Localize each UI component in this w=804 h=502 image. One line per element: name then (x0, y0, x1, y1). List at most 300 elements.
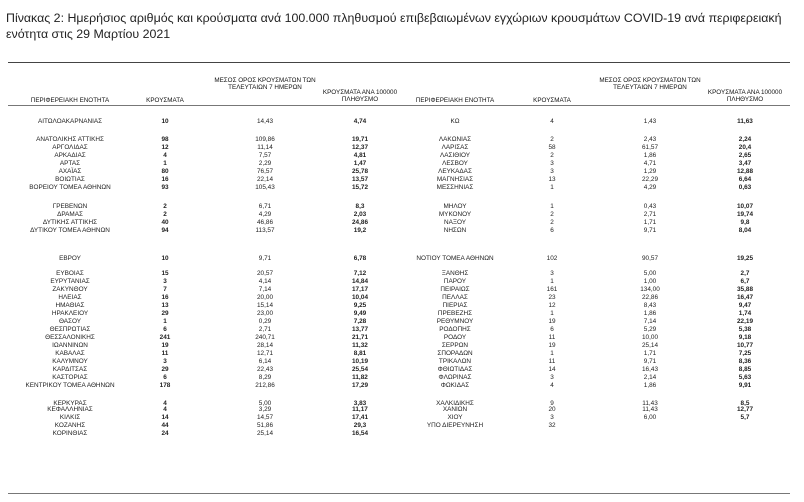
cell-per: 6,7 (740, 278, 750, 285)
cell-per: 8,85 (738, 366, 752, 373)
cell-cases: 2 (163, 203, 167, 210)
cell-region: ΗΡΑΚΛΕΙΟΥ (51, 310, 89, 317)
cell-region: ΒΟΡΕΙΟΥ ΤΟΜΕΑ ΑΘΗΝΩΝ (29, 184, 111, 191)
table-row (0, 382, 804, 390)
cell-avg: 1,86 (643, 382, 657, 389)
cell-region: ΘΕΣΠΡΩΤΙΑΣ (49, 326, 91, 333)
cell-cases: 2 (550, 211, 554, 218)
cell-region: ΑΧΑΪΑΣ (58, 168, 82, 175)
cell-per: 17,29 (352, 382, 368, 389)
table-row (0, 406, 804, 414)
table-row (0, 270, 804, 278)
cell-region: ΛΑΚΩΝΙΑΣ (438, 136, 472, 143)
cell-avg: 7,14 (258, 286, 272, 293)
cell-cases: 6 (163, 374, 167, 381)
table-row (0, 310, 804, 318)
cell-avg: 240,71 (255, 334, 275, 341)
cell-avg: 9,71 (643, 227, 657, 234)
cell-per: 21,71 (352, 334, 368, 341)
cell-cases: 14 (548, 366, 556, 373)
cell-per: 10,19 (352, 358, 368, 365)
cell-avg: 22,86 (642, 294, 658, 301)
cell-region: ΖΑΚΥΝΘΟΥ (52, 286, 88, 293)
cell-avg: 2,14 (643, 374, 657, 381)
cell-avg: 11,43 (642, 400, 658, 407)
cell-per: 9,49 (353, 310, 367, 317)
cell-region: ΧΑΛΚΙΔΙΚΗΣ (436, 400, 474, 407)
cell-cases: 3 (550, 414, 554, 421)
cell-region: ΕΥΒΟΙΑΣ (56, 270, 84, 277)
cell-per: 5,7 (740, 414, 750, 421)
cell-avg: 113,57 (255, 227, 275, 234)
cell-region: ΤΡΙΚΑΛΩΝ (438, 358, 472, 365)
cell-cases: 11 (548, 334, 556, 341)
cell-avg: 7,14 (643, 318, 657, 325)
cell-avg: 134,00 (640, 286, 660, 293)
cell-per: 5,63 (738, 374, 752, 381)
cell-avg: 22,29 (642, 176, 658, 183)
cell-cases: 6 (163, 326, 167, 333)
cell-region: ΞΑΝΘΗΣ (441, 270, 469, 277)
header-cases-right: ΚΡΟΥΣΜΑΤΑ (533, 97, 571, 104)
cell-per: 19,2 (353, 227, 367, 234)
cell-avg: 1,00 (643, 278, 657, 285)
table-row (0, 184, 804, 192)
cell-cases: 3 (163, 358, 167, 365)
cell-region: ΥΠΟ ΔΙΕΡΕΥΝΗΣΗ (426, 422, 484, 429)
cell-region: ΚΑΡΔΙΤΣΑΣ (52, 366, 88, 373)
cell-cases: 98 (161, 136, 169, 143)
table-row (0, 255, 804, 263)
table-row (0, 350, 804, 358)
table-bottom-rule (8, 493, 790, 494)
cell-cases: 161 (546, 286, 558, 293)
table-row (0, 302, 804, 310)
cell-region: ΗΜΑΘΙΑΣ (55, 302, 85, 309)
cell-cases: 13 (548, 176, 556, 183)
cell-cases: 1 (163, 318, 167, 325)
cell-per: 9,25 (353, 302, 367, 309)
cell-cases: 4 (163, 400, 167, 407)
cell-per: 22,19 (737, 318, 753, 325)
cell-avg: 10,00 (642, 334, 658, 341)
cell-per: 1,47 (353, 160, 367, 167)
cell-region: ΚΕΝΤΡΙΚΟΥ ΤΟΜΕΑ ΑΘΗΝΩΝ (25, 382, 115, 389)
table-row (0, 294, 804, 302)
cell-avg: 8,43 (643, 302, 657, 309)
cell-cases: 4 (163, 152, 167, 159)
cell-cases: 4 (163, 406, 167, 413)
cell-per: 8,04 (738, 227, 752, 234)
cell-region: ΔΡΑΜΑΣ (57, 211, 83, 218)
cell-region: ΘΑΣΟΥ (58, 318, 82, 325)
cell-avg: 1,43 (643, 118, 657, 125)
cell-region: ΑΙΤΩΛΟΑΚΑΡΝΑΝΙΑΣ (37, 118, 103, 125)
table-row (0, 168, 804, 176)
table-row (0, 422, 804, 430)
cell-per: 15,72 (352, 184, 368, 191)
cell-cases: 80 (161, 168, 169, 175)
cell-region: ΓΡΕΒΕΝΩΝ (52, 203, 88, 210)
cell-cases: 102 (546, 255, 558, 262)
table-title: Πίνακας 2: Ημερήσιος αριθμός και κρούσματα ανά 100.000 πληθυσμού επιβεβαιωμένων εγχώριων κρουσμάτων COVID-19 ανά περιφερειακή ενότητα στις 29 Μαρτίου 2021 (6, 11, 782, 41)
cell-avg: 25,14 (257, 430, 273, 437)
cell-avg: 11,14 (257, 144, 273, 151)
cell-region: ΦΘΙΩΤΙΔΑΣ (437, 366, 473, 373)
cell-avg: 20,00 (257, 294, 273, 301)
cell-per: 2,03 (353, 211, 367, 218)
cell-avg: 5,29 (643, 326, 657, 333)
cell-region: ΛΕΣΒΟΥ (442, 160, 468, 167)
cell-cases: 241 (159, 334, 171, 341)
cell-region: ΚΕΡΚΥΡΑΣ (53, 400, 87, 407)
cell-per: 4,81 (353, 152, 367, 159)
cell-per: 12,37 (352, 144, 368, 151)
table-row (0, 286, 804, 294)
table-row (0, 334, 804, 342)
cell-per: 8,36 (738, 358, 752, 365)
cell-cases: 9 (550, 400, 554, 407)
cell-region: ΚΑΒΑΛΑΣ (55, 350, 85, 357)
cell-region: ΒΟΙΩΤΙΑΣ (55, 176, 85, 183)
cell-cases: 1 (550, 184, 554, 191)
cell-region: ΦΩΚΙΔΑΣ (440, 382, 470, 389)
cell-region: ΘΕΣΣΑΛΟΝΙΚΗΣ (45, 334, 95, 341)
cell-region: ΦΛΩΡΙΝΑΣ (438, 374, 472, 381)
cell-region: ΠΡΕΒΕΖΗΣ (437, 310, 473, 317)
cell-per: 12,88 (737, 168, 753, 175)
cell-region: ΡΟΔΟΥ (443, 334, 467, 341)
table-row (0, 430, 804, 438)
cell-region: ΙΩΑΝΝΙΝΩΝ (52, 342, 88, 349)
cell-per: 13,77 (352, 326, 368, 333)
cell-avg: 8,29 (258, 374, 272, 381)
cell-per: 10,07 (737, 203, 753, 210)
cell-per: 6,78 (353, 255, 367, 262)
cell-avg: 9,71 (643, 358, 657, 365)
cell-cases: 93 (161, 184, 169, 191)
cell-region: ΑΝΑΤΟΛΙΚΗΣ ΑΤΤΙΚΗΣ (36, 136, 104, 143)
cell-region: ΝΟΤΙΟΥ ΤΟΜΕΑ ΑΘΗΝΩΝ (416, 255, 494, 262)
cell-cases: 40 (161, 219, 169, 226)
cell-per: 16,54 (352, 430, 368, 437)
cell-per: 19,71 (352, 136, 368, 143)
cell-avg: 76,57 (257, 168, 273, 175)
header-avg7-right: ΜΕΣΟΣ ΟΡΟΣ ΚΡΟΥΣΜΑΤΩΝ ΤΩΝ ΤΕΛΕΥΤΑΙΩΝ 7 ΗΜΕΡΩΝ (599, 77, 701, 92)
table-row (0, 176, 804, 184)
table-row (0, 227, 804, 235)
cell-avg: 1,29 (643, 168, 657, 175)
cell-cases: 23 (548, 294, 556, 301)
cell-avg: 14,57 (257, 414, 273, 421)
cell-avg: 15,14 (257, 302, 273, 309)
cell-region: ΔΥΤΙΚΟΥ ΤΟΜΕΑ ΑΘΗΝΩΝ (30, 227, 110, 234)
cell-avg: 0,43 (643, 203, 657, 210)
cell-cases: 32 (548, 422, 556, 429)
cell-cases: 1 (550, 310, 554, 317)
cell-avg: 4,29 (643, 184, 657, 191)
cell-per: 25,54 (352, 366, 368, 373)
cell-cases: 16 (161, 294, 169, 301)
cell-per: 16,47 (737, 294, 753, 301)
cell-cases: 1 (550, 203, 554, 210)
cell-per: 10,77 (737, 342, 753, 349)
cell-per: 20,4 (738, 144, 752, 151)
cell-avg: 4,29 (258, 211, 272, 218)
cell-cases: 4 (550, 382, 554, 389)
cell-per: 12,77 (737, 406, 753, 413)
table-row (0, 136, 804, 144)
cell-per: 9,47 (738, 302, 752, 309)
cell-per: 10,04 (352, 294, 368, 301)
table-row (0, 414, 804, 422)
header-per100k-right: ΚΡΟΥΣΜΑΤΑ ΑΝΑ 100000 ΠΛΗΘΥΣΜΟ (707, 89, 783, 104)
cell-per: 7,12 (353, 270, 367, 277)
cell-avg: 22,14 (257, 176, 273, 183)
cell-region: ΜΗΛΟΥ (443, 203, 467, 210)
cell-cases: 14 (161, 414, 169, 421)
cell-per: 1,74 (738, 310, 752, 317)
cell-region: ΛΕΥΚΑΔΑΣ (438, 168, 472, 175)
header-per100k-left: ΚΡΟΥΣΜΑΤΑ ΑΝΑ 100000 ΠΛΗΘΥΣΜΟ (322, 89, 398, 104)
table-row (0, 318, 804, 326)
cell-region: ΕΒΡΟΥ (59, 255, 81, 262)
cell-region: ΝΗΣΩΝ (443, 227, 467, 234)
cell-region: ΜΥΚΟΝΟΥ (438, 211, 472, 218)
header-avg7-left: ΜΕΣΟΣ ΟΡΟΣ ΚΡΟΥΣΜΑΤΩΝ ΤΩΝ ΤΕΛΕΥΤΑΙΩΝ 7 ΗΜΕΡΩΝ (214, 77, 316, 92)
cell-cases: 1 (163, 160, 167, 167)
cell-avg: 2,71 (258, 326, 272, 333)
cell-per: 14,84 (352, 278, 368, 285)
cell-region: ΚΑΛΥΜΝΟΥ (52, 358, 88, 365)
cell-per: 3,83 (353, 400, 367, 407)
cell-per: 24,86 (352, 219, 368, 226)
table-row (0, 342, 804, 350)
cell-avg: 4,14 (258, 278, 272, 285)
cell-avg: 1,86 (643, 310, 657, 317)
cell-cases: 19 (548, 342, 556, 349)
table-row (0, 211, 804, 219)
cell-per: 11,17 (352, 406, 368, 413)
cell-cases: 19 (161, 342, 169, 349)
table-row (0, 203, 804, 211)
cell-region: ΚΩ (450, 118, 460, 125)
cell-region: ΧΑΝΙΩΝ (442, 406, 468, 413)
cell-region: ΔΥΤΙΚΗΣ ΑΤΤΙΚΗΣ (42, 219, 98, 226)
cell-per: 0,63 (738, 184, 752, 191)
cell-region: ΑΡΚΑΔΙΑΣ (54, 152, 86, 159)
cell-per: 4,74 (353, 118, 367, 125)
cell-cases: 6 (550, 326, 554, 333)
table-row (0, 219, 804, 227)
cell-cases: 2 (550, 136, 554, 143)
table-row (0, 144, 804, 152)
cell-cases: 4 (550, 118, 554, 125)
cell-region: ΜΕΣΣΗΝΙΑΣ (436, 184, 474, 191)
table-row (0, 118, 804, 126)
cell-per: 17,17 (352, 286, 368, 293)
cell-region: ΛΑΣΙΘΙΟΥ (439, 152, 471, 159)
cell-avg: 28,14 (257, 342, 273, 349)
cell-per: 11,82 (352, 374, 368, 381)
cell-avg: 90,57 (642, 255, 658, 262)
cell-per: 8,5 (740, 400, 750, 407)
cell-cases: 13 (161, 302, 169, 309)
cell-per: 5,38 (738, 326, 752, 333)
cell-per: 35,88 (737, 286, 753, 293)
cell-per: 6,64 (738, 176, 752, 183)
cell-cases: 11 (548, 358, 556, 365)
cell-cases: 58 (548, 144, 556, 151)
cell-region: ΑΡΓΟΛΙΔΑΣ (52, 144, 88, 151)
cell-region: ΗΛΕΙΑΣ (58, 294, 82, 301)
cell-cases: 178 (159, 382, 171, 389)
cell-avg: 20,57 (257, 270, 273, 277)
cell-cases: 3 (550, 168, 554, 175)
cell-region: ΧΙΟΥ (447, 414, 463, 421)
cell-cases: 3 (163, 278, 167, 285)
cell-per: 8,81 (353, 350, 367, 357)
cell-per: 11,63 (737, 118, 753, 125)
cell-avg: 16,43 (642, 366, 658, 373)
cell-region: ΠΕΙΡΑΙΩΣ (440, 286, 470, 293)
table-row (0, 358, 804, 366)
cell-avg: 14,43 (257, 118, 273, 125)
cell-avg: 4,71 (643, 160, 657, 167)
cell-avg: 6,71 (258, 203, 272, 210)
cell-cases: 29 (161, 310, 169, 317)
cell-region: ΚΙΛΚΙΣ (59, 414, 81, 421)
cell-region: ΚΟΖΑΝΗΣ (54, 422, 86, 429)
cell-avg: 9,71 (258, 255, 272, 262)
cell-cases: 10 (161, 118, 169, 125)
cell-avg: 5,00 (643, 270, 657, 277)
cell-cases: 16 (161, 176, 169, 183)
cell-per: 2,7 (740, 270, 750, 277)
cell-per: 2,24 (738, 136, 752, 143)
cell-region: ΜΑΓΝΗΣΙΑΣ (436, 176, 474, 183)
cell-avg: 12,71 (257, 350, 273, 357)
cell-avg: 22,43 (257, 366, 273, 373)
cell-region: ΕΥΡΥΤΑΝΙΑΣ (50, 278, 90, 285)
cell-avg: 11,43 (642, 406, 658, 413)
table-row (0, 160, 804, 168)
cell-per: 9,18 (738, 334, 752, 341)
cell-avg: 2,71 (643, 211, 657, 218)
cell-per: 9,8 (740, 219, 750, 226)
cell-per: 19,74 (737, 211, 753, 218)
cell-cases: 2 (163, 211, 167, 218)
cell-cases: 15 (161, 270, 169, 277)
cell-cases: 1 (550, 350, 554, 357)
cell-region: ΛΑΡΙΣΑΣ (441, 144, 469, 151)
cell-cases: 94 (161, 227, 169, 234)
cell-cases: 6 (550, 227, 554, 234)
cell-cases: 11 (161, 350, 169, 357)
cell-region: ΠΕΛΛΑΣ (442, 294, 468, 301)
cell-avg: 23,00 (257, 310, 273, 317)
cell-cases: 3 (550, 160, 554, 167)
header-top-rule (8, 62, 790, 63)
cell-avg: 6,14 (258, 358, 272, 365)
cell-avg: 25,14 (642, 342, 658, 349)
cell-cases: 12 (548, 302, 556, 309)
table-row (0, 278, 804, 286)
cell-cases: 3 (550, 374, 554, 381)
cell-avg: 0,29 (258, 318, 272, 325)
cell-per: 7,28 (353, 318, 367, 325)
cell-per: 7,25 (738, 350, 752, 357)
cell-avg: 46,86 (257, 219, 273, 226)
cell-region: ΣΠΟΡΑΔΩΝ (437, 350, 473, 357)
cell-avg: 1,71 (643, 219, 657, 226)
cell-avg: 105,43 (255, 184, 275, 191)
cell-region: ΝΑΞΟΥ (443, 219, 467, 226)
cell-region: ΑΡΤΑΣ (59, 160, 81, 167)
cell-region: ΚΕΦΑΛΛΗΝΙΑΣ (47, 406, 93, 413)
header-bottom-rule (8, 105, 790, 106)
cell-per: 17,41 (352, 414, 368, 421)
cell-region: ΡΟΔΟΠΗΣ (439, 326, 471, 333)
cell-per: 9,91 (738, 382, 752, 389)
cell-region: ΠΙΕΡΙΑΣ (442, 302, 468, 309)
cell-per: 11,32 (352, 342, 368, 349)
cell-per: 13,57 (352, 176, 368, 183)
cell-per: 25,78 (352, 168, 368, 175)
cell-avg: 51,86 (257, 422, 273, 429)
cell-avg: 212,86 (255, 382, 275, 389)
cell-cases: 2 (550, 152, 554, 159)
table-row (0, 326, 804, 334)
cell-per: 8,3 (355, 203, 365, 210)
cell-region: ΣΕΡΡΩΝ (441, 342, 469, 349)
header-region-left: ΠΕΡΙΦΕΡΕΙΑΚΗ ΕΝΟΤΗΤΑ (30, 97, 110, 104)
cell-cases: 29 (161, 366, 169, 373)
cell-avg: 1,86 (643, 152, 657, 159)
cell-avg: 61,57 (642, 144, 658, 151)
cell-avg: 1,71 (643, 350, 657, 357)
cell-cases: 2 (550, 219, 554, 226)
cell-avg: 109,86 (255, 136, 275, 143)
table-row (0, 374, 804, 382)
cell-region: ΚΟΡΙΝΘΙΑΣ (52, 430, 88, 437)
cell-cases: 7 (163, 286, 167, 293)
cell-avg: 5,00 (258, 400, 272, 407)
cell-cases: 24 (161, 430, 169, 437)
cell-cases: 44 (161, 422, 169, 429)
cell-cases: 12 (161, 144, 169, 151)
cell-cases: 1 (550, 278, 554, 285)
cell-per: 2,65 (738, 152, 752, 159)
cell-avg: 2,43 (643, 136, 657, 143)
cell-cases: 19 (548, 318, 556, 325)
cell-cases: 10 (161, 255, 169, 262)
cell-avg: 2,29 (258, 160, 272, 167)
table-row (0, 152, 804, 160)
header-region-right: ΠΕΡΙΦΕΡΕΙΑΚΗ ΕΝΟΤΗΤΑ (415, 97, 495, 104)
cell-per: 29,3 (353, 422, 367, 429)
cell-per: 3,47 (738, 160, 752, 167)
header-cases-left: ΚΡΟΥΣΜΑΤΑ (146, 97, 184, 104)
table-row (0, 366, 804, 374)
cell-avg: 7,57 (258, 152, 272, 159)
cell-region: ΚΑΣΤΟΡΙΑΣ (52, 374, 88, 381)
cell-avg: 3,29 (258, 406, 272, 413)
cell-region: ΡΕΘΥΜΝΟΥ (436, 318, 474, 325)
cell-per: 19,25 (737, 255, 753, 262)
cell-cases: 20 (548, 406, 556, 413)
cell-cases: 3 (550, 270, 554, 277)
